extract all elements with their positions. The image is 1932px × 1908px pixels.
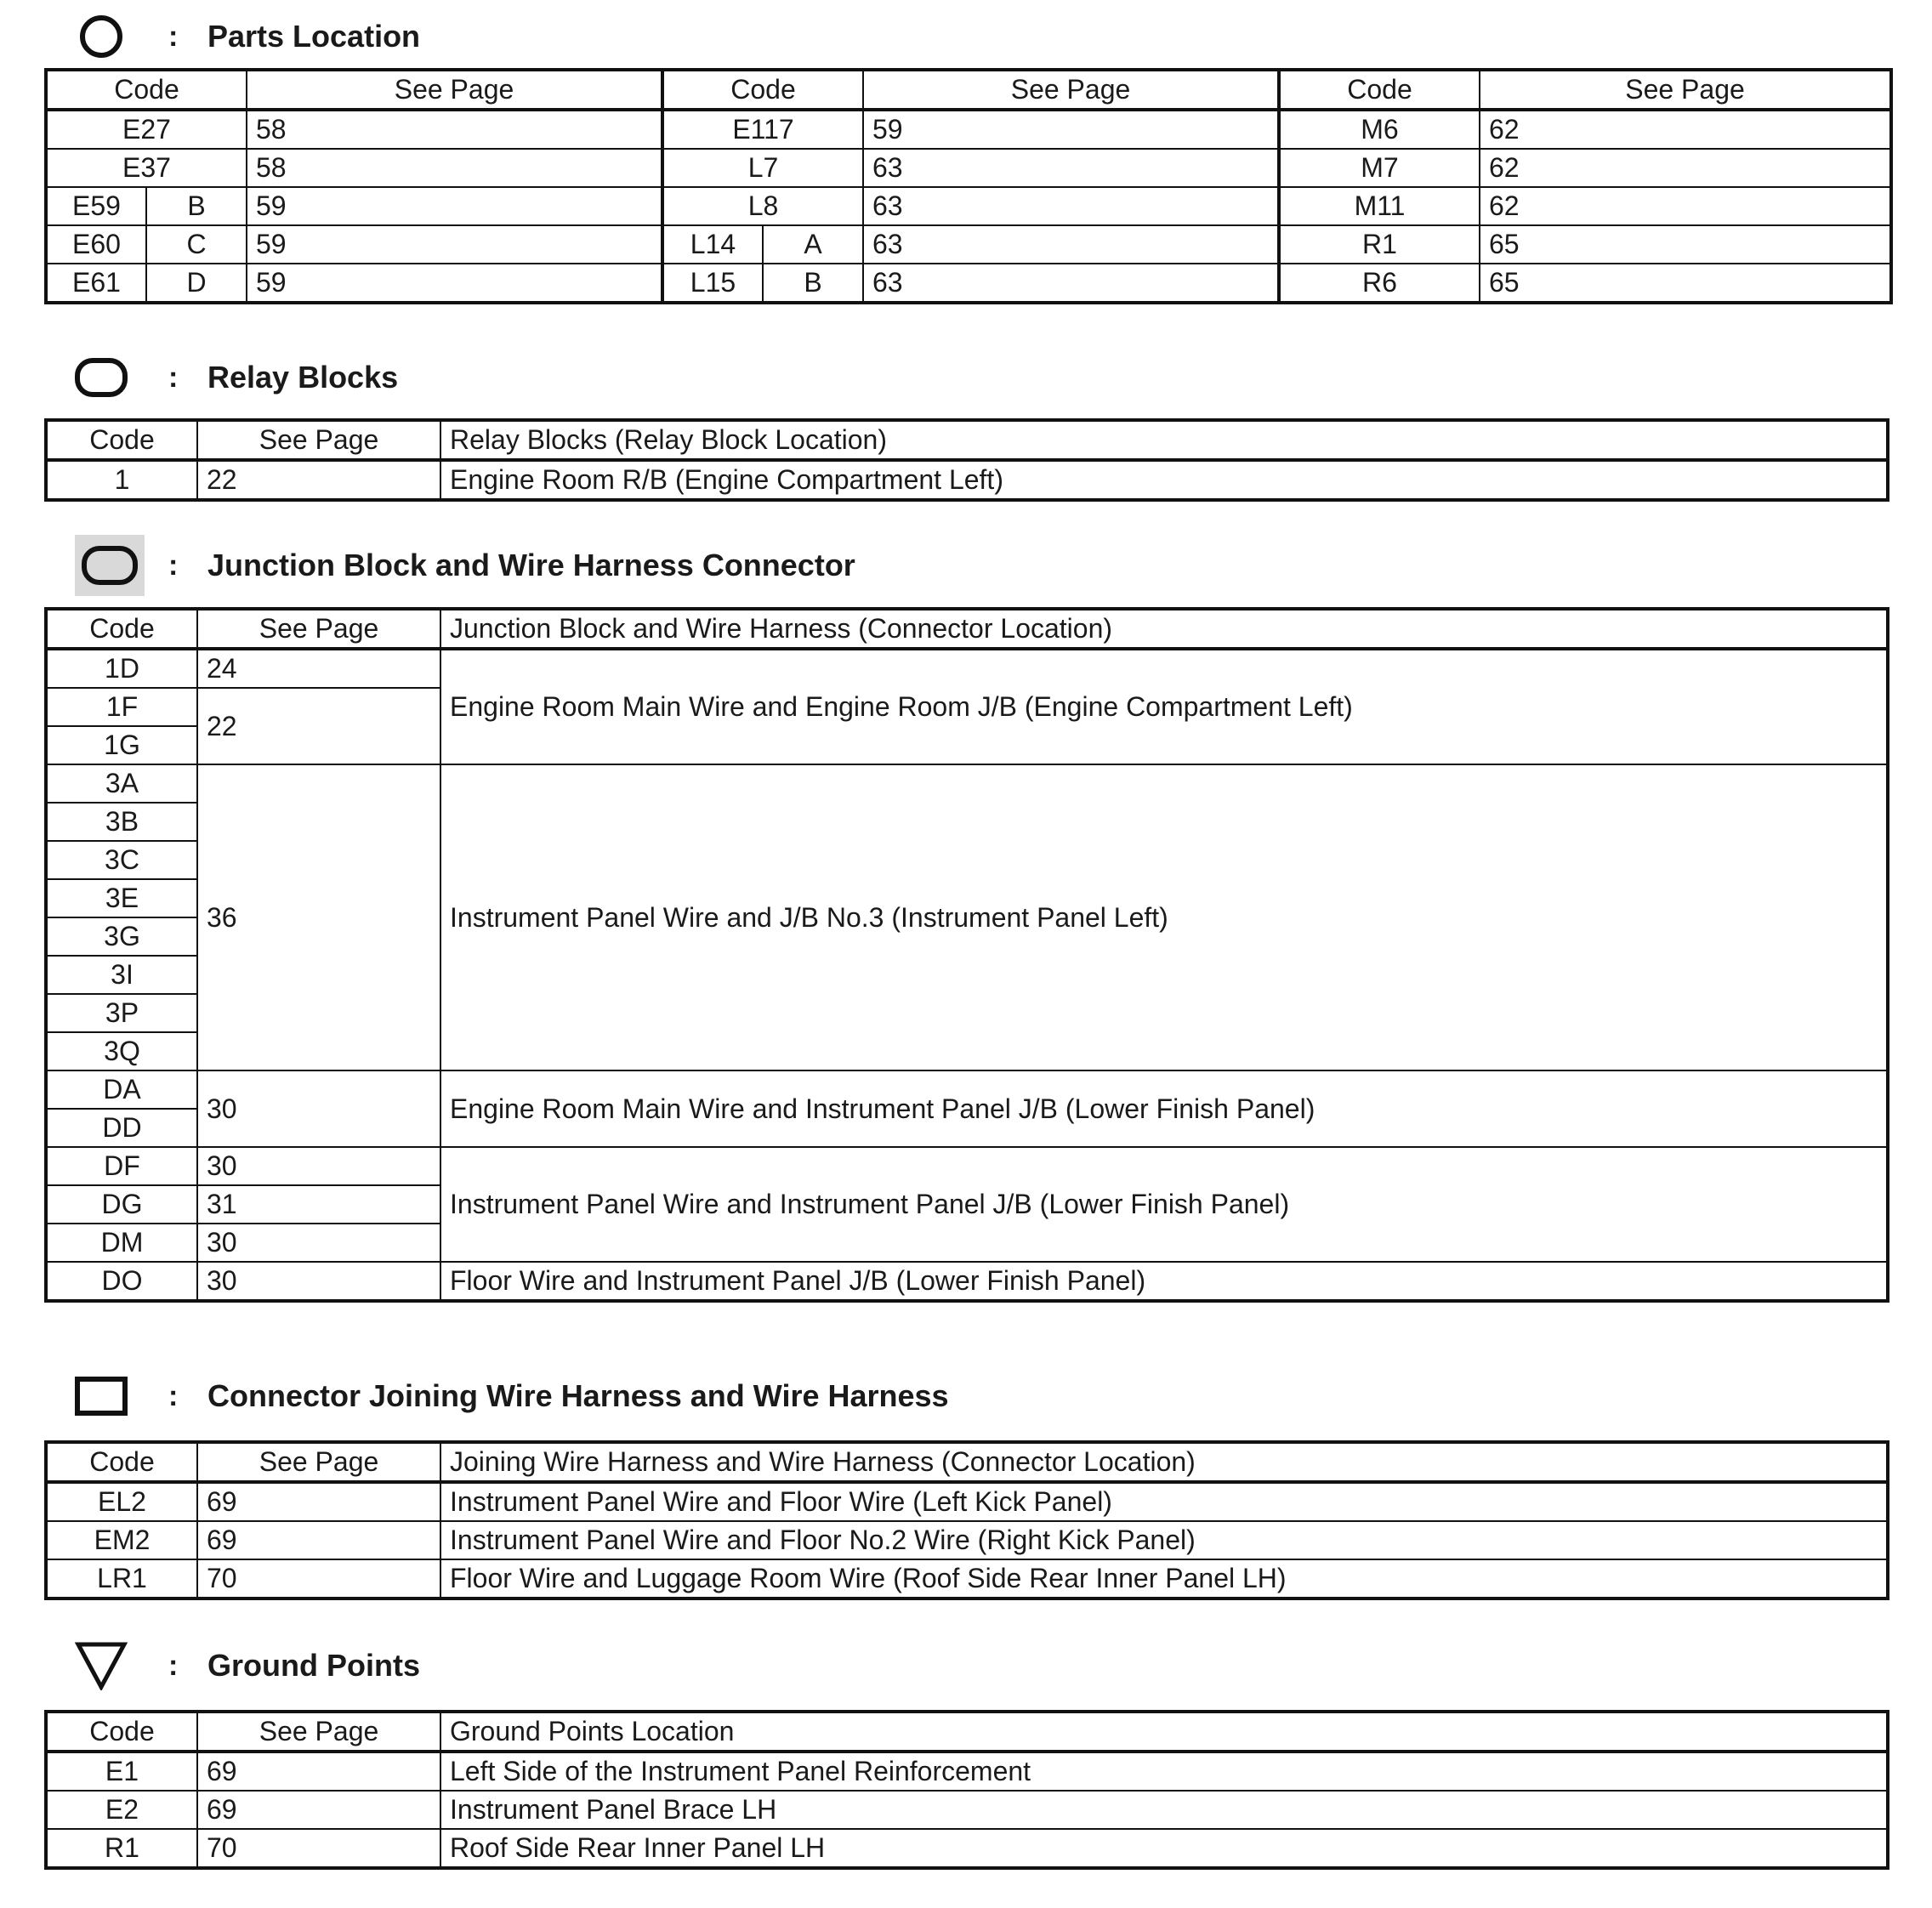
column-header-see-page: See Page	[247, 70, 662, 110]
relay-blocks-heading	[75, 348, 398, 407]
code-cell: E61	[46, 264, 146, 303]
location-cell: Engine Room R/B (Engine Compartment Left)	[440, 460, 1888, 500]
parts-location-heading	[75, 7, 420, 66]
code-cell: 1G	[46, 726, 197, 764]
table-row	[46, 1521, 1888, 1559]
column-header-see-page: See Page	[863, 70, 1279, 110]
inverted-triangle-icon	[75, 1639, 128, 1692]
code-cell: E60	[46, 225, 146, 264]
code-cell: 3Q	[46, 1032, 197, 1070]
code-cell: L14	[662, 225, 763, 264]
code-cell: 1D	[46, 649, 197, 688]
location-cell: Floor Wire and Instrument Panel J/B (Lower Finish Panel)	[440, 1262, 1888, 1301]
page-cell: 36	[197, 764, 440, 1070]
table-row	[46, 1791, 1888, 1829]
table-header-row	[46, 609, 1888, 649]
colon: :	[168, 20, 179, 53]
ground-points-table	[44, 1710, 1889, 1870]
relay-blocks-table	[44, 418, 1889, 502]
page-cell: 30	[197, 1262, 440, 1301]
code-cell: 1F	[46, 688, 197, 726]
parts-location-table	[44, 68, 1893, 304]
code-cell: R1	[46, 1829, 197, 1868]
circle-icon	[75, 10, 128, 63]
section-title: Junction Block and Wire Harness Connector	[207, 548, 855, 582]
column-header-code: Code	[46, 609, 197, 649]
code-cell: DA	[46, 1070, 197, 1109]
section-title: Parts Location	[207, 19, 421, 54]
location-cell: Instrument Panel Wire and J/B No.3 (Instrument Panel Left)	[440, 764, 1888, 1070]
location-cell: Instrument Panel Wire and Instrument Panel J/B (Lower Finish Panel)	[440, 1147, 1888, 1262]
page-cell: 62	[1480, 149, 1891, 187]
table-header-row	[46, 1712, 1888, 1752]
column-header-see-page: See Page	[197, 609, 440, 649]
table-row	[46, 649, 1888, 688]
section-title: Connector Joining Wire Harness and Wire Harness	[207, 1378, 949, 1413]
code-cell: DG	[46, 1185, 197, 1224]
table-row	[46, 149, 1891, 187]
page-cell: 62	[1480, 110, 1891, 149]
column-header-location: Junction Block and Wire Harness (Connector Location)	[440, 609, 1888, 649]
page-cell: 31	[197, 1185, 440, 1224]
page-cell: 30	[197, 1147, 440, 1185]
location-cell: Engine Room Main Wire and Engine Room J/B (Engine Compartment Left)	[440, 649, 1888, 764]
sub-code-cell: A	[763, 225, 863, 264]
code-cell: 1	[46, 460, 197, 500]
code-cell: 3P	[46, 994, 197, 1032]
code-cell: E59	[46, 187, 146, 225]
page-cell: 69	[197, 1752, 440, 1791]
location-cell: Left Side of the Instrument Panel Reinforcement	[440, 1752, 1888, 1791]
code-cell: E117	[662, 110, 863, 149]
table-row	[46, 187, 1891, 225]
colon: :	[168, 548, 179, 582]
page-cell: 59	[247, 264, 662, 303]
section-title: Ground Points	[207, 1648, 420, 1683]
location-cell: Engine Room Main Wire and Instrument Panel J/B (Lower Finish Panel)	[440, 1070, 1888, 1147]
table-row	[46, 225, 1891, 264]
code-cell: 3G	[46, 917, 197, 956]
code-cell: DO	[46, 1262, 197, 1301]
column-header-location: Ground Points Location	[440, 1712, 1888, 1752]
column-header-code: Code	[1279, 70, 1480, 110]
page-cell: 59	[863, 110, 1279, 149]
page-cell: 62	[1480, 187, 1891, 225]
location-cell: Instrument Panel Brace LH	[440, 1791, 1888, 1829]
location-cell: Floor Wire and Luggage Room Wire (Roof Side Rear Inner Panel LH)	[440, 1559, 1888, 1599]
column-header-code: Code	[662, 70, 863, 110]
code-cell: L7	[662, 149, 863, 187]
location-cell: Roof Side Rear Inner Panel LH	[440, 1829, 1888, 1868]
code-cell: 3C	[46, 841, 197, 879]
column-header-see-page: See Page	[1480, 70, 1891, 110]
colon: :	[168, 361, 179, 394]
connector-joining-heading	[75, 1366, 949, 1426]
page-cell: 63	[863, 225, 1279, 264]
square-rectangle-icon	[75, 1370, 128, 1422]
colon: :	[168, 1379, 179, 1412]
code-cell: 3B	[46, 803, 197, 841]
page-cell: 24	[197, 649, 440, 688]
page-cell: 70	[197, 1559, 440, 1599]
column-header-see-page: See Page	[197, 1712, 440, 1752]
sub-code-cell: B	[146, 187, 247, 225]
code-cell: EL2	[46, 1482, 197, 1521]
table-row	[46, 764, 1888, 803]
shaded-rounded-rectangle-icon	[75, 535, 145, 596]
code-cell: 3E	[46, 879, 197, 917]
page-cell: 59	[247, 187, 662, 225]
table-header-row	[46, 1442, 1888, 1482]
table-row	[46, 1262, 1888, 1301]
table-row	[46, 1482, 1888, 1521]
page-cell: 63	[863, 264, 1279, 303]
colon: :	[168, 1649, 179, 1682]
ground-points-heading	[75, 1636, 420, 1695]
column-header-location: Joining Wire Harness and Wire Harness (Connector Location)	[440, 1442, 1888, 1482]
code-cell: E37	[46, 149, 247, 187]
code-cell: LR1	[46, 1559, 197, 1599]
code-cell: R6	[1279, 264, 1480, 303]
section-title: Relay Blocks	[207, 360, 399, 395]
code-cell: EM2	[46, 1521, 197, 1559]
page-cell: 69	[197, 1791, 440, 1829]
column-header-code: Code	[46, 70, 247, 110]
page-cell: 30	[197, 1070, 440, 1147]
connector-joining-table	[44, 1440, 1889, 1600]
code-cell: L15	[662, 264, 763, 303]
page-cell: 22	[197, 460, 440, 500]
table-header-row	[46, 420, 1888, 460]
column-header-see-page: See Page	[197, 1442, 440, 1482]
column-header-see-page: See Page	[197, 420, 440, 460]
code-cell: DF	[46, 1147, 197, 1185]
page-cell: 58	[247, 110, 662, 149]
table-row	[46, 1829, 1888, 1868]
page-cell: 59	[247, 225, 662, 264]
junction-block-heading	[75, 536, 855, 595]
sub-code-cell: B	[763, 264, 863, 303]
sub-code-cell: D	[146, 264, 247, 303]
code-cell: L8	[662, 187, 863, 225]
page-cell: 69	[197, 1521, 440, 1559]
page-cell: 22	[197, 688, 440, 764]
table-row	[46, 1147, 1888, 1185]
location-cell: Instrument Panel Wire and Floor Wire (Left Kick Panel)	[440, 1482, 1888, 1521]
table-row	[46, 1559, 1888, 1599]
code-cell: DD	[46, 1109, 197, 1147]
page-cell: 65	[1480, 264, 1891, 303]
code-cell: R1	[1279, 225, 1480, 264]
junction-block-table	[44, 607, 1889, 1303]
code-cell: 3I	[46, 956, 197, 994]
code-cell: E2	[46, 1791, 197, 1829]
page-cell: 30	[197, 1224, 440, 1262]
column-header-code: Code	[46, 1712, 197, 1752]
location-cell: Instrument Panel Wire and Floor No.2 Wire (Right Kick Panel)	[440, 1521, 1888, 1559]
code-cell: E27	[46, 110, 247, 149]
table-header-row	[46, 70, 1891, 110]
table-row	[46, 460, 1888, 500]
code-cell: M11	[1279, 187, 1480, 225]
rounded-rectangle-icon	[75, 351, 128, 404]
table-row	[46, 1752, 1888, 1791]
page-cell: 69	[197, 1482, 440, 1521]
code-cell: E1	[46, 1752, 197, 1791]
table-row	[46, 1070, 1888, 1109]
page-cell: 63	[863, 187, 1279, 225]
sub-code-cell: C	[146, 225, 247, 264]
page-cell: 65	[1480, 225, 1891, 264]
column-header-location: Relay Blocks (Relay Block Location)	[440, 420, 1888, 460]
column-header-code: Code	[46, 1442, 197, 1482]
code-cell: M6	[1279, 110, 1480, 149]
table-row	[46, 264, 1891, 303]
column-header-code: Code	[46, 420, 197, 460]
code-cell: M7	[1279, 149, 1480, 187]
page-cell: 63	[863, 149, 1279, 187]
table-row	[46, 110, 1891, 149]
page-cell: 70	[197, 1829, 440, 1868]
code-cell: DM	[46, 1224, 197, 1262]
page-cell: 58	[247, 149, 662, 187]
code-cell: 3A	[46, 764, 197, 803]
